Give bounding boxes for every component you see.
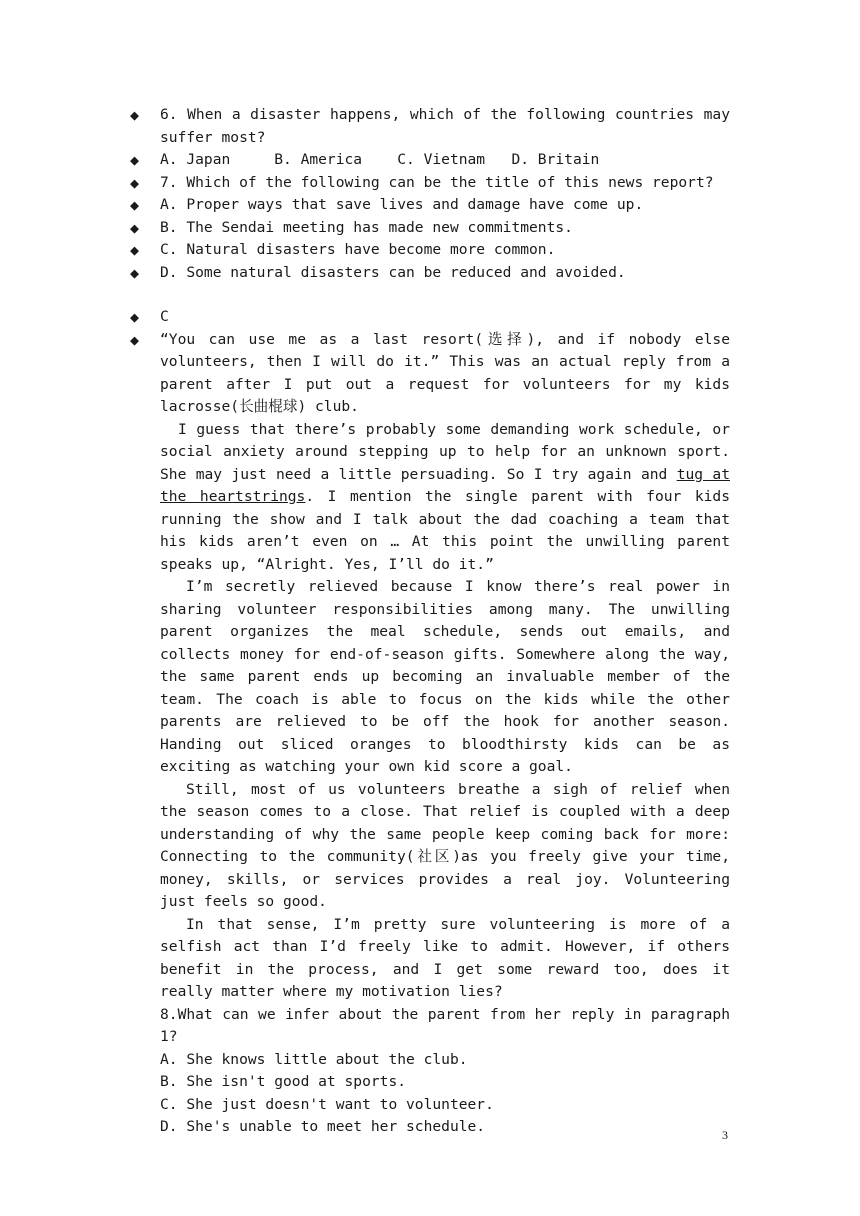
passage-paragraph-4: Still, most of us volunteers breathe a sigh of relief when the season comes to a close. That relief is coupled with a deep understanding of why the same people keep coming back for more: Connecting to the community(社区)as you freely give your time, money, skills, or services provides a real joy. Volunteering just feels so good. bbox=[160, 780, 730, 910]
question-7-option-c: ◆ C. Natural disasters have become more common. bbox=[130, 239, 730, 262]
diamond-bullet-icon: ◆ bbox=[130, 330, 140, 349]
section-label: ◆ C bbox=[130, 306, 730, 329]
question-8-stem: 8.What can we infer about the parent from her reply in paragraph 1? bbox=[160, 1005, 730, 1045]
passage-paragraph-1: “You can use me as a last resort(选择), and if nobody else volunteers, then I will do it.” This was an actual reply from a parent after I put out a request for volunteers for my kids lacrosse(长曲棍球) club. bbox=[160, 330, 730, 415]
underlined-phrase: tug at the heartstrings bbox=[160, 465, 730, 505]
diamond-bullet-icon: ◆ bbox=[130, 263, 140, 282]
diamond-bullet-icon: ◆ bbox=[130, 308, 140, 326]
question-7-option-a: ◆ A. Proper ways that save lives and damage have come up. bbox=[130, 194, 730, 217]
question-6-stem: ◆ 6. When a disaster happens, which of the following countries may suffer most? bbox=[130, 106, 730, 146]
diamond-bullet-icon: ◆ bbox=[130, 173, 140, 192]
passage-paragraph-2: I guess that there’s probably some demanding work schedule, or social anxiety around stepping up to help for an unknown sport. She may just need a little persuading. So I try again and tug at the heartstrings. I mention the single parent with four kids running the show and I talk about the dad coaching a team that his kids aren’t even on … At this point the unwilling parent speaks up, “Alright. Yes, I’ll do it.” bbox=[160, 420, 730, 573]
diamond-bullet-icon: ◆ bbox=[130, 218, 140, 237]
passage bbox=[130, 329, 730, 1004]
diamond-bullet-icon: ◆ bbox=[130, 241, 140, 259]
question-8 bbox=[130, 1004, 730, 1139]
page-number: 3 bbox=[722, 1128, 728, 1142]
diamond-bullet-icon: ◆ bbox=[130, 151, 140, 169]
page-content bbox=[130, 104, 730, 1139]
question-7-option-d: ◆ D. Some natural disasters can be reduced and avoided. bbox=[130, 262, 730, 285]
question-7-option-b: ◆ B. The Sendai meeting has made new commitments. bbox=[130, 217, 730, 240]
question-8-option-b: B. She isn't good at sports. bbox=[160, 1073, 407, 1090]
passage-paragraph-3: I’m secretly relieved because I know there’s real power in sharing volunteer responsibilities among many. The unwilling parent organizes the meal schedule, sends out emails, and collects money for end-of-season gifts. Somewhere along the way, the same parent ends up becoming an invaluable member of the team. The coach is able to focus on the kids while the other parents are relieved to be off the hook for another season. Handing out sliced oranges to bloodthirsty kids can be as exciting as watching your own kid score a goal. bbox=[160, 578, 730, 775]
question-8-option-a: A. She knows little about the club. bbox=[160, 1050, 468, 1068]
diamond-bullet-icon: ◆ bbox=[130, 196, 140, 214]
diamond-bullet-icon: ◆ bbox=[130, 106, 140, 124]
question-7-stem: ◆ 7. Which of the following can be the title of this news report? bbox=[130, 172, 730, 195]
question-8-option-d: D. She's unable to meet her schedule. bbox=[160, 1118, 486, 1135]
passage-paragraph-5: In that sense, I’m pretty sure volunteering is more of a selfish act than I’d freely like to admit. However, if others benefit in the process, and I get some reward too, does it really matter where my motivation lies? bbox=[160, 915, 730, 1000]
question-8-option-c: C. She just doesn't want to volunteer. bbox=[160, 1095, 494, 1113]
question-6-options: ◆ A. Japan B. America C. Vietnam D. Britain bbox=[130, 149, 730, 172]
